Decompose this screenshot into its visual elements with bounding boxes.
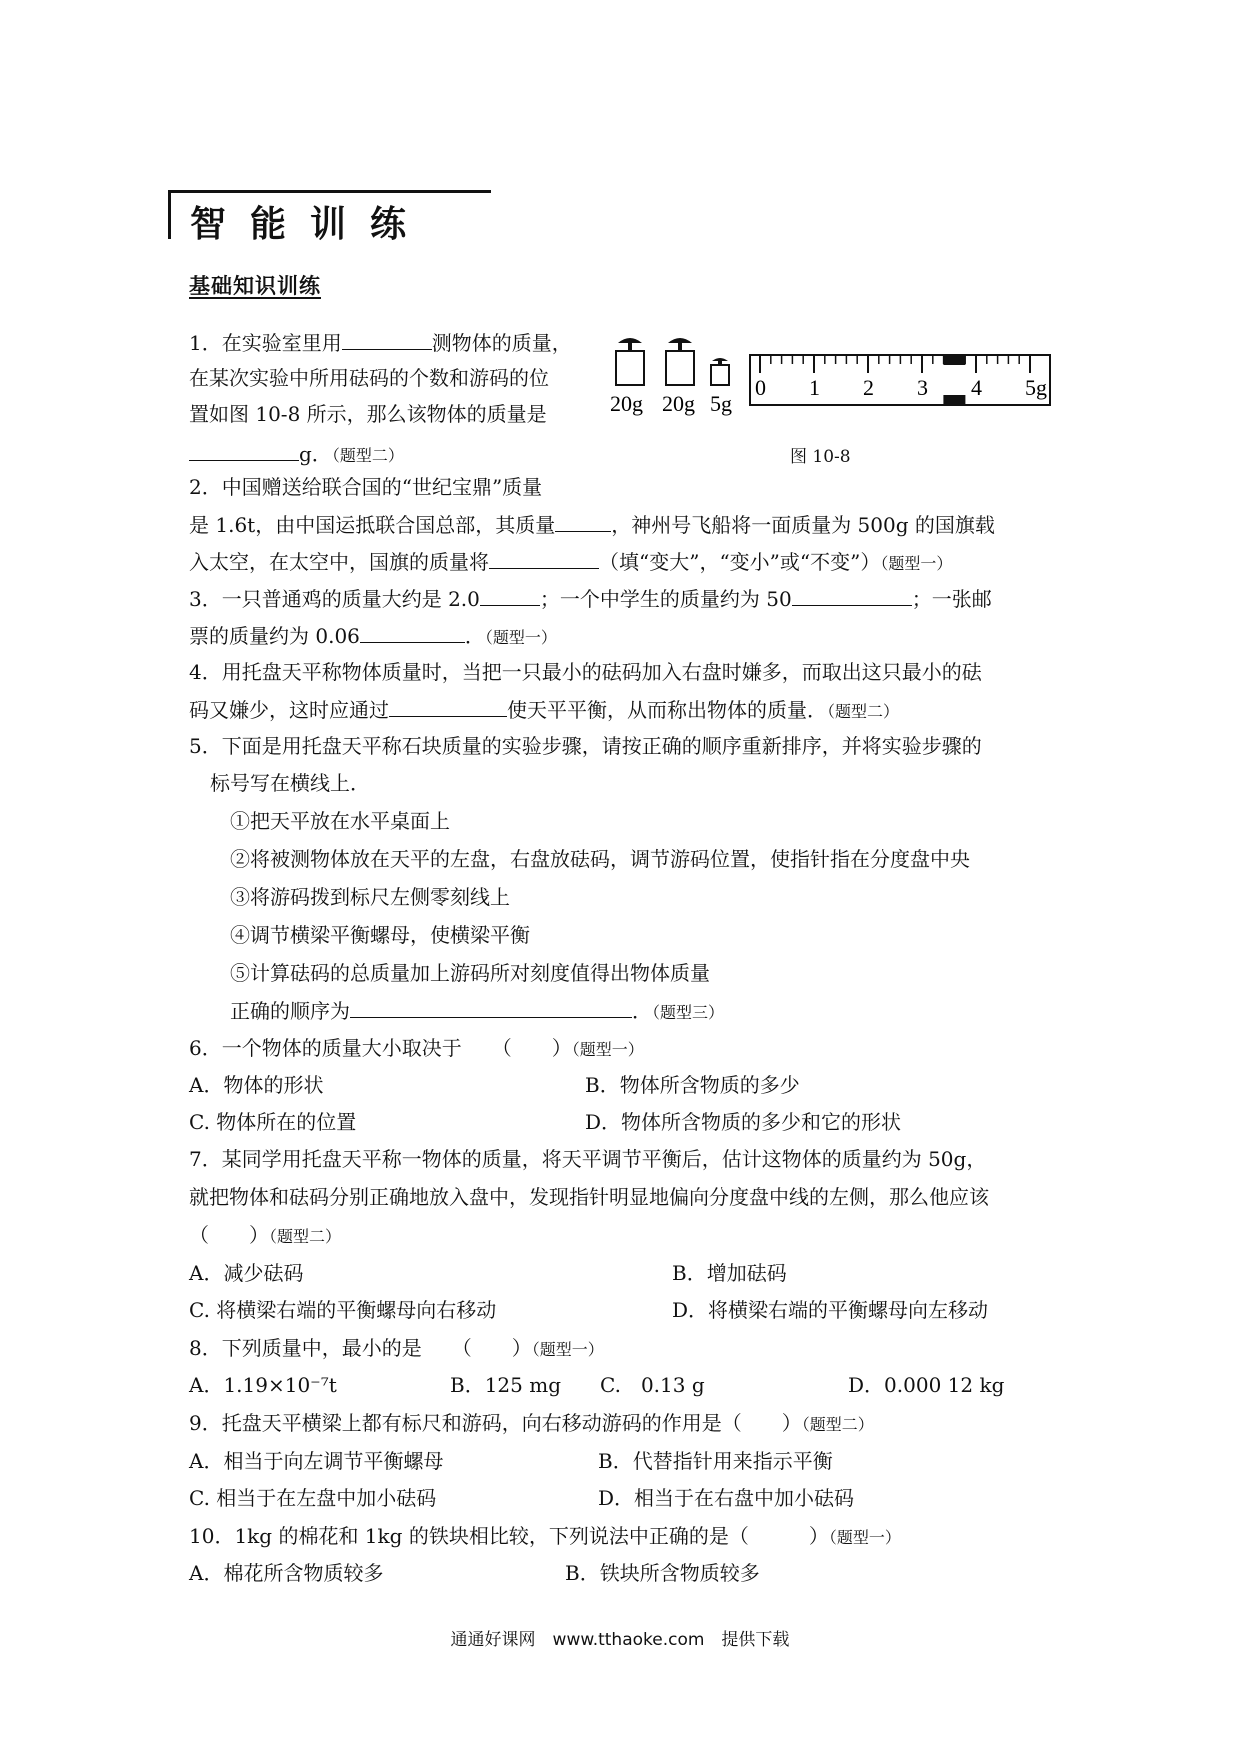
q10-option-b: B．铁块所含物质较多	[565, 1561, 760, 1585]
q5-text-b: ．	[632, 999, 652, 1023]
q3-blank-1[interactable]	[480, 585, 540, 606]
q10-text: 10．1kg 的棉花和 1kg 的铁块相比较，下列说法中正确的是（ ）	[189, 1524, 829, 1548]
q5-answer-line	[230, 997, 724, 1026]
q5-line-1: 5．下面是用托盘天平称石块质量的实验步骤，请按正确的顺序重新排序，并将实验步骤的	[189, 734, 982, 758]
q8-type-note: （题型一）	[531, 1340, 604, 1359]
q2-blank-2[interactable]	[489, 548, 599, 569]
scale-label: 3	[917, 375, 928, 400]
q7-answer-paren[interactable]: （ ）	[189, 1223, 269, 1247]
q5-step: ③将游码拨到标尺左侧零刻线上	[230, 885, 510, 909]
q4-line-1: 4．用托盘天平称物体质量时，当把一只最小的砝码加入右盘时嫌多，而取出这只最小的砝	[189, 660, 982, 684]
q1-line-3: 置如图 10-8 所示，那么该物体的质量是	[189, 402, 547, 426]
q3-text-a: 3．一只普通鸡的质量大约是 2.0	[189, 587, 480, 611]
q7-option-a: A．减少砝码	[189, 1261, 304, 1285]
q6-option-b: B．物体所含物质的多少	[585, 1073, 800, 1097]
q1-line-4	[189, 440, 404, 469]
q3-line-2	[189, 622, 557, 651]
q3-text-d: 票的质量约为 0.06	[189, 624, 360, 648]
subsection-title: 基础知识训练	[189, 274, 321, 298]
q10-option-a: A．棉花所含物质较多	[189, 1561, 384, 1585]
q8-option-b: B．125 mg	[450, 1373, 561, 1397]
q5-text-a: 正确的顺序为	[230, 999, 350, 1023]
q6-type-note: （题型一）	[571, 1040, 644, 1059]
q5-step: ④调节横梁平衡螺母，使横梁平衡	[230, 923, 530, 947]
weight-20g-icon	[666, 338, 694, 385]
q5-line-2: 标号写在横线上．	[210, 771, 370, 795]
rider-scale	[750, 355, 1050, 405]
q7-line-3	[189, 1222, 341, 1250]
q8-stem	[189, 1335, 604, 1363]
q8-answer-paren[interactable]: （ ）	[461, 1336, 532, 1360]
q5-step: ②将被测物体放在天平的左盘，右盘放砝码，调节游码位置，使指针指在分度盘中央	[230, 847, 970, 871]
scale-label: 5g	[1025, 375, 1047, 400]
q7-type-note: （题型二）	[269, 1227, 342, 1246]
footer-credit: 通通好课网 www.tthaoke.com 提供下载	[450, 1630, 790, 1650]
q9-option-c: C. 相当于在左盘中加小砝码	[189, 1486, 437, 1510]
q1-blank-1[interactable]	[342, 329, 432, 350]
q3-text-b: ；一个中学生的质量约为 50	[539, 587, 792, 611]
q1-type-note: （题型二）	[331, 446, 404, 465]
q4-text-a: 码又嫌少，这时应通过	[189, 698, 389, 722]
q6-answer-paren[interactable]: （ ）	[501, 1036, 572, 1060]
weight-label: 5g	[710, 391, 732, 416]
q7-option-d: D．将横梁右端的平衡螺母向左移动	[672, 1298, 989, 1322]
scale-label: 1	[809, 375, 820, 400]
q9-text: 9．托盘天平横梁上都有标尺和游码，向右移动游码的作用是（ ）	[189, 1411, 802, 1435]
weight-5g-icon	[711, 358, 729, 385]
q9-type-note: （题型二）	[801, 1415, 874, 1434]
figure-caption: 图 10-8	[790, 447, 851, 467]
weight-label: 20g	[610, 391, 643, 416]
q4-blank-1[interactable]	[389, 696, 507, 717]
q1-blank-2[interactable]	[189, 440, 299, 461]
q8-option-d: D．0.000 12 kg	[848, 1373, 1005, 1397]
q6-option-a: A．物体的形状	[189, 1073, 324, 1097]
q7-option-b: B．增加砝码	[672, 1261, 787, 1285]
q1-text-b: 测物体的质量，	[431, 331, 572, 355]
scale-label: 0	[755, 375, 766, 400]
q6-stem	[189, 1035, 644, 1063]
q7-line-1: 7．某同学用托盘天平称一物体的质量，将天平调节平衡后，估计这物体的质量约为 50g，	[189, 1147, 987, 1171]
q9-stem	[189, 1410, 874, 1438]
q10-stem	[189, 1523, 901, 1551]
q5-step: ⑤计算砝码的总质量加上游码所对刻度值得出物体质量	[230, 961, 710, 985]
figure-10-8	[610, 333, 1065, 423]
section-title: 智能训练	[190, 204, 431, 245]
q4-text-b: 使天平平衡，从而称出物体的质量．	[507, 698, 827, 722]
q4-type-note: （题型二）	[827, 702, 900, 721]
q1-line-1	[189, 329, 572, 356]
q2-line-2	[189, 511, 995, 538]
q3-blank-2[interactable]	[792, 585, 912, 606]
q6-option-c: C. 物体所在的位置	[189, 1110, 357, 1134]
q2-blank-1[interactable]	[555, 511, 611, 532]
q2-text-b: ，神州号飞船将一面质量为 500g 的国旗载	[611, 513, 995, 537]
scale-label: 2	[863, 375, 874, 400]
q6-option-d: D．物体所含物质的多少和它的形状	[585, 1110, 902, 1134]
q3-line-1	[189, 585, 992, 612]
q10-type-note: （题型一）	[828, 1528, 901, 1547]
q7-option-c: C. 将横梁右端的平衡螺母向右移动	[189, 1298, 497, 1322]
q3-blank-3[interactable]	[360, 622, 465, 643]
q2-text-a: 是 1.6t，由中国运抵联合国总部，其质量	[189, 513, 556, 537]
q9-option-a: A．相当于向左调节平衡螺母	[189, 1449, 444, 1473]
q8-option-c: C. 0.13 g	[600, 1373, 705, 1397]
q1-text-a: 1．在实验室里用	[189, 331, 342, 355]
q1-text-c: g．	[299, 442, 332, 466]
q5-type-note: （题型三）	[652, 1003, 725, 1022]
q6-text: 6．一个物体的质量大小取决于	[189, 1036, 462, 1060]
rider-bottom-marker	[943, 395, 965, 405]
q4-line-2	[189, 696, 899, 725]
q2-type-note: （题型一）	[880, 554, 953, 573]
q2-line-1: 2．中国赠送给联合国的“世纪宝鼎”质量	[189, 475, 543, 499]
q3-text-e: ．	[464, 624, 485, 648]
q3-text-c: ；一张邮	[911, 587, 992, 611]
q8-option-a: A．1.19×10⁻⁷t	[189, 1373, 337, 1397]
q3-type-note: （题型一）	[484, 628, 557, 647]
q2-text-c: 入太空，在太空中，国旗的质量将	[189, 550, 489, 574]
q1-line-2: 在某次实验中所用砝码的个数和游码的位	[189, 366, 549, 390]
weight-20g-icon	[616, 338, 644, 385]
q9-option-d: D．相当于在右盘中加小砝码	[598, 1486, 855, 1510]
q5-blank-1[interactable]	[350, 997, 632, 1018]
rider-top-marker	[943, 355, 965, 365]
q9-option-b: B．代替指针用来指示平衡	[598, 1449, 833, 1473]
scale-label: 4	[971, 375, 982, 400]
q2-text-d: （填“变大”，“变小”或“不变”）	[599, 550, 881, 574]
q5-step: ①把天平放在水平桌面上	[230, 809, 450, 833]
q8-text: 8．下列质量中，最小的是	[189, 1336, 422, 1360]
q2-line-3	[189, 548, 952, 577]
weight-label: 20g	[662, 391, 695, 416]
q7-line-2: 就把物体和砝码分别正确地放入盘中，发现指针明显地偏向分度盘中线的左侧，那么他应该	[189, 1185, 989, 1209]
